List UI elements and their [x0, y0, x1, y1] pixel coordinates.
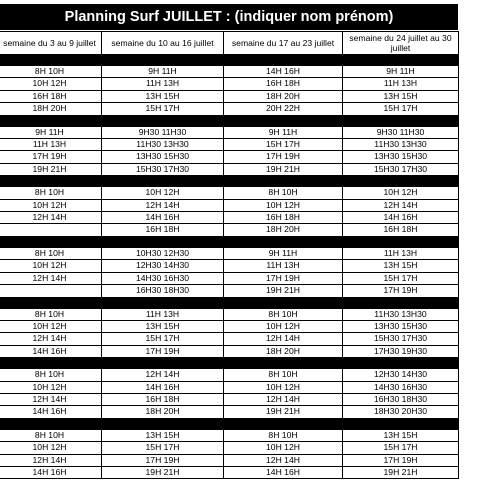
slot-cell[interactable]: 12H 14H	[102, 369, 224, 381]
slot-row	[0, 406, 459, 418]
slot-cell[interactable]: 11H30 13H30	[343, 308, 459, 320]
slot-cell[interactable]: 8H 10H	[224, 369, 343, 381]
slot-cell[interactable]: 13H 15H	[102, 429, 224, 441]
separator-cell	[224, 358, 343, 369]
slot-cell[interactable]: 15H30 17H30	[343, 333, 459, 345]
slot-row	[0, 308, 459, 320]
slot-cell[interactable]	[0, 224, 102, 236]
slot-row	[0, 103, 459, 115]
slot-cell[interactable]: 12H 14H	[343, 199, 459, 211]
slot-cell[interactable]: 19H 21H	[224, 406, 343, 418]
slot-cell[interactable]: 14H 16H	[343, 212, 459, 224]
slot-cell[interactable]: 19H 21H	[0, 163, 102, 175]
slot-cell[interactable]: 12H 14H	[102, 199, 224, 211]
block-separator	[0, 297, 459, 308]
slot-cell[interactable]: 9H 11H	[343, 66, 459, 78]
separator-cell	[343, 115, 459, 126]
slot-cell[interactable]: 8H 10H	[0, 369, 102, 381]
slot-cell[interactable]: 17H30 19H30	[343, 345, 459, 357]
slot-cell[interactable]: 17H 19H	[224, 151, 343, 163]
separator-cell	[224, 418, 343, 429]
separator-cell	[0, 358, 102, 369]
slot-cell[interactable]: 11H 13H	[343, 247, 459, 259]
slot-cell[interactable]: 11H 13H	[224, 260, 343, 272]
slot-cell[interactable]: 12H30 14H30	[102, 260, 224, 272]
slot-row	[0, 429, 459, 441]
slot-cell[interactable]: 15H 17H	[102, 442, 224, 454]
slot-cell[interactable]: 13H 15H	[343, 90, 459, 102]
block-separator	[0, 236, 459, 247]
slot-row	[0, 78, 459, 90]
slot-cell[interactable]: 19H 21H	[224, 285, 343, 297]
slot-cell[interactable]: 12H 14H	[0, 333, 102, 345]
slot-cell[interactable]	[0, 285, 102, 297]
slot-cell[interactable]: 9H 11H	[224, 126, 343, 138]
slot-cell[interactable]: 18H 20H	[0, 103, 102, 115]
separator-cell	[102, 418, 224, 429]
slot-cell[interactable]: 11H 13H	[343, 78, 459, 90]
slot-row	[0, 320, 459, 332]
separator-cell	[0, 176, 102, 187]
slot-row	[0, 187, 459, 199]
slot-row	[0, 139, 459, 151]
slot-cell[interactable]: 13H 15H	[102, 90, 224, 102]
slot-cell[interactable]: 13H 15H	[102, 320, 224, 332]
separator-cell	[224, 55, 343, 66]
slot-row	[0, 90, 459, 102]
block-separator	[0, 418, 459, 429]
slot-cell[interactable]: 8H 10H	[0, 247, 102, 259]
slot-cell[interactable]: 14H 16H	[224, 66, 343, 78]
slot-cell[interactable]: 12H 14H	[224, 333, 343, 345]
slot-cell[interactable]: 15H 17H	[224, 139, 343, 151]
slot-cell[interactable]: 9H 11H	[224, 247, 343, 259]
slot-row	[0, 454, 459, 466]
slot-cell[interactable]: 16H 18H	[343, 224, 459, 236]
slot-row	[0, 260, 459, 272]
slot-cell[interactable]: 18H30 20H30	[343, 406, 459, 418]
slot-cell[interactable]: 13H 15H	[343, 429, 459, 441]
slot-row	[0, 393, 459, 405]
slot-row	[0, 272, 459, 284]
slot-cell[interactable]: 8H 10H	[0, 187, 102, 199]
slot-cell[interactable]: 11H30 13H30	[102, 139, 224, 151]
slot-cell[interactable]: 10H 12H	[0, 320, 102, 332]
slot-cell[interactable]: 10H 12H	[102, 187, 224, 199]
slot-cell[interactable]: 8H 10H	[224, 187, 343, 199]
slot-cell[interactable]: 10H 12H	[224, 442, 343, 454]
slot-cell[interactable]: 19H 21H	[224, 163, 343, 175]
separator-cell	[102, 358, 224, 369]
separator-cell	[224, 236, 343, 247]
slot-cell[interactable]: 10H 12H	[0, 260, 102, 272]
slot-cell[interactable]: 8H 10H	[0, 429, 102, 441]
separator-cell	[102, 115, 224, 126]
slot-cell[interactable]: 15H 17H	[343, 103, 459, 115]
slot-cell[interactable]: 12H 14H	[0, 272, 102, 284]
separator-cell	[224, 297, 343, 308]
block-separator	[0, 176, 459, 187]
slot-row	[0, 126, 459, 138]
slot-cell[interactable]: 15H30 17H30	[102, 163, 224, 175]
slot-cell[interactable]: 16H 18H	[224, 212, 343, 224]
slot-cell[interactable]: 10H 12H	[0, 381, 102, 393]
slot-row	[0, 163, 459, 175]
header-row	[0, 32, 459, 55]
slot-cell[interactable]: 14H30 16H30	[102, 272, 224, 284]
slot-row	[0, 442, 459, 454]
slot-cell[interactable]: 15H 17H	[102, 333, 224, 345]
slot-cell[interactable]: 14H 16H	[0, 406, 102, 418]
slot-row	[0, 333, 459, 345]
separator-cell	[343, 418, 459, 429]
separator-cell	[102, 176, 224, 187]
slot-row	[0, 66, 459, 78]
slot-row	[0, 212, 459, 224]
slot-cell[interactable]: 8H 10H	[0, 66, 102, 78]
slot-cell[interactable]: 14H 16H	[0, 466, 102, 478]
block-separator	[0, 358, 459, 369]
slot-cell[interactable]: 10H 12H	[343, 187, 459, 199]
slot-cell[interactable]: 17H 19H	[0, 151, 102, 163]
separator-cell	[343, 176, 459, 187]
slot-cell[interactable]: 10H 12H	[0, 78, 102, 90]
slot-cell[interactable]: 13H30 15H30	[343, 151, 459, 163]
slot-row	[0, 466, 459, 478]
separator-cell	[0, 55, 102, 66]
slot-cell[interactable]: 16H 18H	[102, 393, 224, 405]
slot-cell[interactable]: 16H30 18H30	[343, 393, 459, 405]
slot-cell[interactable]: 10H 12H	[224, 199, 343, 211]
slot-cell[interactable]: 12H 14H	[224, 454, 343, 466]
week-header-2: semaine du 10 au 16 juillet	[102, 32, 224, 55]
block-separator	[0, 55, 459, 66]
slot-cell[interactable]: 14H 16H	[102, 381, 224, 393]
slot-cell[interactable]: 20H 22H	[224, 103, 343, 115]
slot-cell[interactable]: 19H 21H	[102, 466, 224, 478]
slot-cell[interactable]: 11H 13H	[102, 78, 224, 90]
slot-row	[0, 369, 459, 381]
slot-cell[interactable]: 10H 12H	[224, 320, 343, 332]
slot-cell[interactable]: 18H 20H	[102, 406, 224, 418]
slot-row	[0, 151, 459, 163]
slot-cell[interactable]: 12H30 14H30	[343, 369, 459, 381]
slot-cell[interactable]: 15H 17H	[343, 442, 459, 454]
page-title: Planning Surf JUILLET : (indiquer nom prénom)	[0, 4, 458, 30]
slot-cell[interactable]: 8H 10H	[0, 308, 102, 320]
slot-row	[0, 345, 459, 357]
week-header-4: semaine du 24 juillet au 30 juillet	[343, 32, 459, 55]
week-header-1: semaine du 3 au 9 juillet	[0, 32, 102, 55]
separator-cell	[0, 297, 102, 308]
slot-cell[interactable]: 8H 10H	[224, 429, 343, 441]
separator-cell	[102, 297, 224, 308]
slot-cell[interactable]: 16H 18H	[224, 78, 343, 90]
slot-cell[interactable]: 12H 14H	[0, 212, 102, 224]
slot-cell[interactable]: 18H 20H	[224, 224, 343, 236]
slot-row	[0, 381, 459, 393]
separator-cell	[343, 55, 459, 66]
slot-cell[interactable]: 10H 12H	[0, 442, 102, 454]
slot-cell[interactable]: 17H 19H	[102, 345, 224, 357]
schedule-table	[0, 31, 459, 479]
slot-row	[0, 285, 459, 297]
separator-cell	[0, 115, 102, 126]
slot-cell[interactable]: 9H 11H	[0, 126, 102, 138]
slot-cell[interactable]: 9H 11H	[102, 66, 224, 78]
slot-cell[interactable]: 8H 10H	[224, 308, 343, 320]
slot-cell[interactable]: 15H 17H	[343, 272, 459, 284]
slot-cell[interactable]: 11H 13H	[0, 139, 102, 151]
slot-cell[interactable]: 13H30 15H30	[343, 320, 459, 332]
slot-cell[interactable]: 17H 19H	[343, 454, 459, 466]
slot-cell[interactable]: 17H 19H	[224, 272, 343, 284]
slot-cell[interactable]: 9H30 11H30	[102, 126, 224, 138]
separator-cell	[343, 236, 459, 247]
slot-cell[interactable]: 12H 14H	[0, 393, 102, 405]
separator-cell	[102, 55, 224, 66]
slot-cell[interactable]: 14H 16H	[102, 212, 224, 224]
separator-cell	[343, 297, 459, 308]
slot-cell[interactable]: 13H30 15H30	[102, 151, 224, 163]
slot-cell[interactable]: 14H 16H	[0, 345, 102, 357]
slot-cell[interactable]: 9H30 11H30	[343, 126, 459, 138]
slot-cell[interactable]: 14H30 16H30	[343, 381, 459, 393]
block-separator	[0, 115, 459, 126]
slot-cell[interactable]: 14H 16H	[224, 466, 343, 478]
slot-cell[interactable]: 19H 21H	[343, 466, 459, 478]
slot-cell[interactable]: 16H 18H	[102, 224, 224, 236]
slot-cell[interactable]: 18H 20H	[224, 345, 343, 357]
slot-row	[0, 224, 459, 236]
slot-cell[interactable]: 10H 12H	[0, 199, 102, 211]
slot-cell[interactable]: 16H30 18H30	[102, 285, 224, 297]
slot-cell[interactable]: 15H30 17H30	[343, 163, 459, 175]
slot-row	[0, 199, 459, 211]
slot-cell[interactable]: 12H 14H	[224, 393, 343, 405]
separator-cell	[224, 115, 343, 126]
separator-cell	[224, 176, 343, 187]
separator-cell	[343, 358, 459, 369]
slot-cell[interactable]: 17H 19H	[102, 454, 224, 466]
separator-cell	[0, 236, 102, 247]
week-header-3: semaine du 17 au 23 juillet	[224, 32, 343, 55]
slot-cell[interactable]: 12H 14H	[0, 454, 102, 466]
separator-cell	[102, 236, 224, 247]
slot-cell[interactable]: 10H 12H	[224, 381, 343, 393]
slot-cell[interactable]: 11H30 13H30	[343, 139, 459, 151]
slot-row	[0, 247, 459, 259]
slot-cell[interactable]: 10H30 12H30	[102, 247, 224, 259]
slot-cell[interactable]: 18H 20H	[224, 90, 343, 102]
slot-cell[interactable]: 16H 18H	[0, 90, 102, 102]
slot-cell[interactable]: 17H 19H	[343, 285, 459, 297]
slot-cell[interactable]: 11H 13H	[102, 308, 224, 320]
slot-cell[interactable]: 13H 15H	[343, 260, 459, 272]
slot-cell[interactable]: 15H 17H	[102, 103, 224, 115]
separator-cell	[0, 418, 102, 429]
